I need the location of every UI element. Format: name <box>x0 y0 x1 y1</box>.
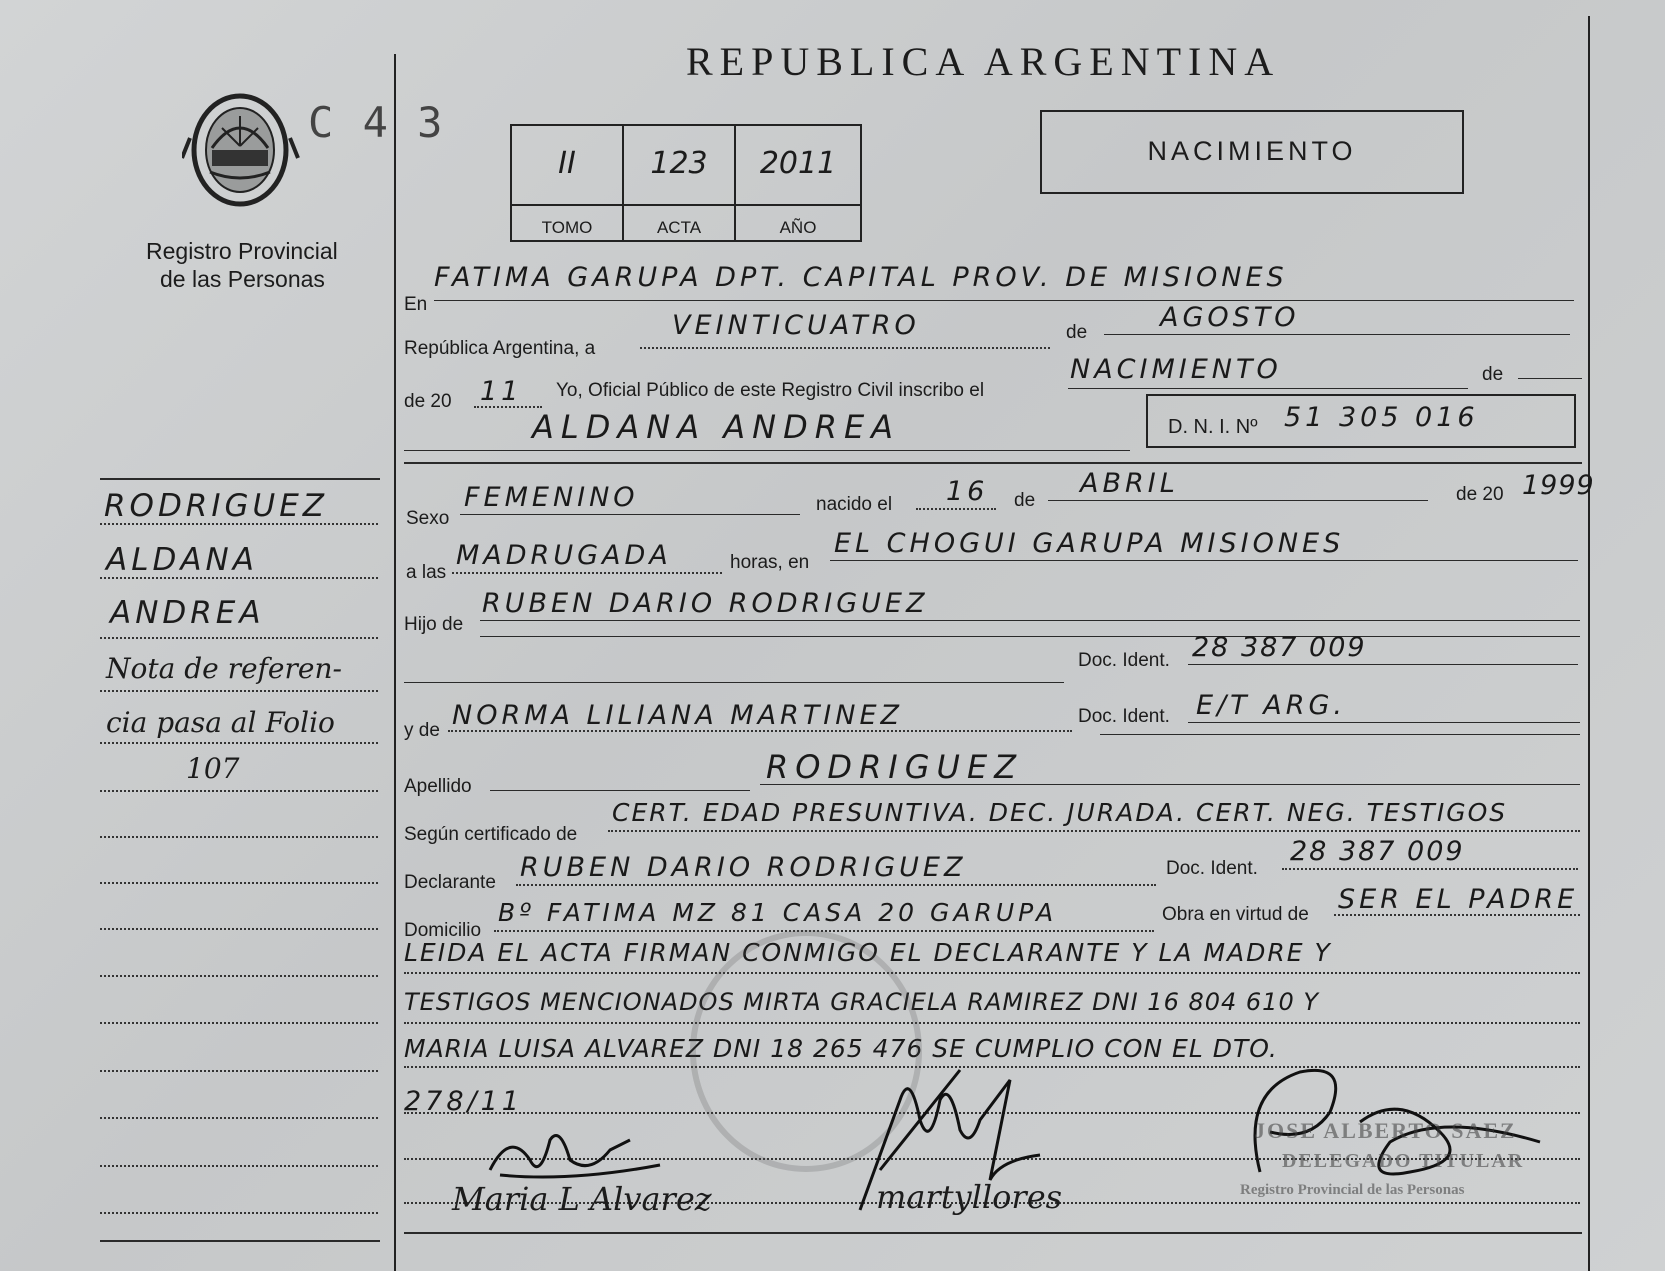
margin-first-name: ALDANA <box>106 542 258 578</box>
day-value: VEINTICUATRO <box>672 310 920 341</box>
provincial-seal <box>182 88 302 218</box>
margin-line <box>100 790 378 792</box>
margin-note-line2: cia pasa al Folio <box>106 706 335 739</box>
apellido-label: Apellido <box>404 776 472 797</box>
record-type: NACIMIENTO <box>1147 136 1357 166</box>
margin-line <box>100 1212 378 1214</box>
acta-cell <box>624 126 736 240</box>
de-20-label-2: de 20 <box>1456 484 1504 505</box>
margin-line <box>100 1165 378 1167</box>
second-name: martyllores <box>876 1178 1063 1216</box>
birth-day: 16 <box>946 476 989 507</box>
margin-note-line1: Nota de referen- <box>106 652 342 685</box>
father-underline-2 <box>480 636 1580 637</box>
mother-doc-underline <box>1188 722 1580 723</box>
observation-line-4: 278/11 <box>404 1086 523 1117</box>
misiones-seal-icon <box>182 88 302 218</box>
sexo-label: Sexo <box>406 508 450 529</box>
mother-name: NORMA LILIANA MARTINEZ <box>452 700 904 731</box>
section-rule <box>404 462 1582 464</box>
father-name: RUBEN DARIO RODRIGUEZ <box>482 588 929 619</box>
de-underline <box>1518 378 1582 379</box>
obra-underline <box>1334 914 1580 916</box>
obra-value: SER EL PADRE <box>1338 884 1579 915</box>
margin-bottom-rule <box>100 1240 380 1242</box>
nacido-label: nacido el <box>816 494 893 515</box>
mother-doc: E/T ARG. <box>1196 690 1346 721</box>
margin-second-name: ANDREA <box>110 595 265 631</box>
month-underline <box>1104 334 1570 335</box>
margin-line <box>100 928 378 930</box>
observation-line-1: LEIDA EL ACTA FIRMAN CONMIGO EL DECLARANTE Y LA MADRE Y <box>404 938 1332 967</box>
record-type-box <box>1040 110 1464 194</box>
declarante-value: RUBEN DARIO RODRIGUEZ <box>520 852 967 883</box>
doc-ident-label-2: Doc. Ident. <box>1078 706 1170 727</box>
birth-month-underline <box>1048 500 1428 501</box>
anio-cell <box>736 126 860 240</box>
day-underline <box>640 347 1050 349</box>
register-box <box>510 124 862 242</box>
sexo-underline <box>460 514 800 515</box>
margin-line <box>100 975 378 977</box>
segun-label: Según certificado de <box>404 824 578 845</box>
segun-value: CERT. EDAD PRESUNTIVA. DEC. JURADA. CERT. NEG. TESTIGOS <box>612 798 1508 827</box>
stamp-number: C 4 3 <box>308 98 445 147</box>
right-border <box>1588 16 1590 1271</box>
margin-line <box>100 742 378 744</box>
birth-day-underline <box>916 508 996 510</box>
doc-ident-label-3: Doc. Ident. <box>1166 858 1258 879</box>
blank-line <box>404 682 1064 683</box>
de-label-3: de <box>1014 490 1036 511</box>
tomo-cell <box>512 126 624 240</box>
hour-value: MADRUGADA <box>456 540 672 571</box>
place-underline <box>830 560 1578 561</box>
declarante-label: Declarante <box>404 872 496 893</box>
observation-underline-1 <box>404 972 1580 974</box>
dni-box <box>1146 394 1576 448</box>
obra-label: Obra en virtud de <box>1162 904 1309 925</box>
segun-underline <box>608 830 1580 832</box>
horas-label: horas, en <box>730 552 810 573</box>
en-value: FATIMA GARUPA DPT. CAPITAL PROV. DE MISIONES <box>434 262 1288 293</box>
country-title: REPUBLICA ARGENTINA <box>686 39 1281 84</box>
margin-line <box>100 637 378 639</box>
de-label: de <box>1066 322 1088 343</box>
margin-line <box>100 1117 378 1119</box>
republica-label: República Argentina, a <box>404 338 596 359</box>
birth-year: 1999 <box>1522 470 1595 501</box>
month-value: AGOSTO <box>1160 302 1300 333</box>
hijo-label: Hijo de <box>404 614 464 635</box>
declarante-doc-underline <box>1282 868 1578 870</box>
mother-underline <box>448 730 1072 732</box>
tomo-label: TOMO <box>541 218 593 237</box>
domicilio-label: Domicilio <box>404 920 482 941</box>
person-name: ALDANA ANDREA <box>532 408 901 446</box>
anio-label: AÑO <box>779 218 817 237</box>
de-label-2: de <box>1482 364 1504 385</box>
dni-label: D. N. I. Nº <box>1168 416 1258 438</box>
official-stamp-line2: DELEGADO TITULAR <box>1282 1150 1525 1172</box>
official-stamp-line3: Registro Provincial de las Personas <box>1240 1182 1465 1198</box>
witness-name: Maria L Alvarez <box>452 1180 712 1218</box>
registry-name-line2: de las Personas <box>160 266 325 292</box>
de-20-label: de 20 <box>404 391 452 412</box>
en-underline <box>434 300 1574 301</box>
observation-line-2: TESTIGOS MENCIONADOS MIRTA GRACIELA RAMIREZ DNI 16 804 610 Y <box>404 988 1320 1016</box>
margin-line <box>100 882 378 884</box>
domicilio-value: Bº FATIMA MZ 81 CASA 20 GARUPA <box>498 898 1058 927</box>
margin-top-rule <box>100 478 380 480</box>
y-de-label: y de <box>404 720 440 741</box>
official-stamp-line1: JOSE ALBERTO SAEZ <box>1254 1118 1517 1143</box>
margin-surname: RODRIGUEZ <box>104 488 329 524</box>
father-underline <box>480 620 1580 621</box>
registry-name-line1: Registro Provincial <box>146 238 338 264</box>
margin-line <box>100 1022 378 1024</box>
father-doc-underline <box>1188 664 1578 665</box>
column-divider <box>394 54 396 1271</box>
observation-underline-2 <box>404 1022 1580 1024</box>
dni-value: 51 305 016 <box>1284 402 1479 433</box>
tomo-value: II <box>558 146 576 181</box>
observation-line-3: MARIA LUISA ALVAREZ DNI 18 265 476 SE CUMPLIO CON EL DTO. <box>404 1034 1278 1063</box>
apellido-value: RODRIGUEZ <box>766 748 1024 786</box>
inscribo-value: NACIMIENTO <box>1070 354 1282 385</box>
margin-line <box>100 1070 378 1072</box>
anio-value: 2011 <box>759 146 837 181</box>
doc-ident-label-1: Doc. Ident. <box>1078 650 1170 671</box>
form-bottom-rule <box>404 1232 1582 1234</box>
a-las-label: a las <box>406 562 447 583</box>
name-underline <box>404 450 1130 451</box>
apellido-underline-left <box>490 790 750 791</box>
margin-line <box>100 690 378 692</box>
margin-line <box>100 836 378 838</box>
acta-value: 123 <box>650 146 708 181</box>
inscribo-label: Yo, Oficial Público de este Registro Civil inscribo el <box>556 380 985 401</box>
declarante-doc: 28 387 009 <box>1290 836 1465 867</box>
acta-label: ACTA <box>656 218 702 237</box>
mother-doc-underline-2 <box>1100 734 1580 735</box>
birth-month: ABRIL <box>1080 468 1179 499</box>
margin-note-line3: 107 <box>186 752 240 785</box>
declarante-underline <box>516 884 1156 886</box>
apellido-underline <box>760 784 1580 785</box>
sexo-value: FEMENINO <box>464 482 639 513</box>
year-suffix: 11 <box>480 376 523 407</box>
inscribo-underline <box>1068 388 1468 389</box>
hour-underline <box>452 572 722 574</box>
father-doc: 28 387 009 <box>1192 632 1367 663</box>
place-value: EL CHOGUI GARUPA MISIONES <box>834 528 1345 559</box>
en-label: En <box>404 294 428 315</box>
